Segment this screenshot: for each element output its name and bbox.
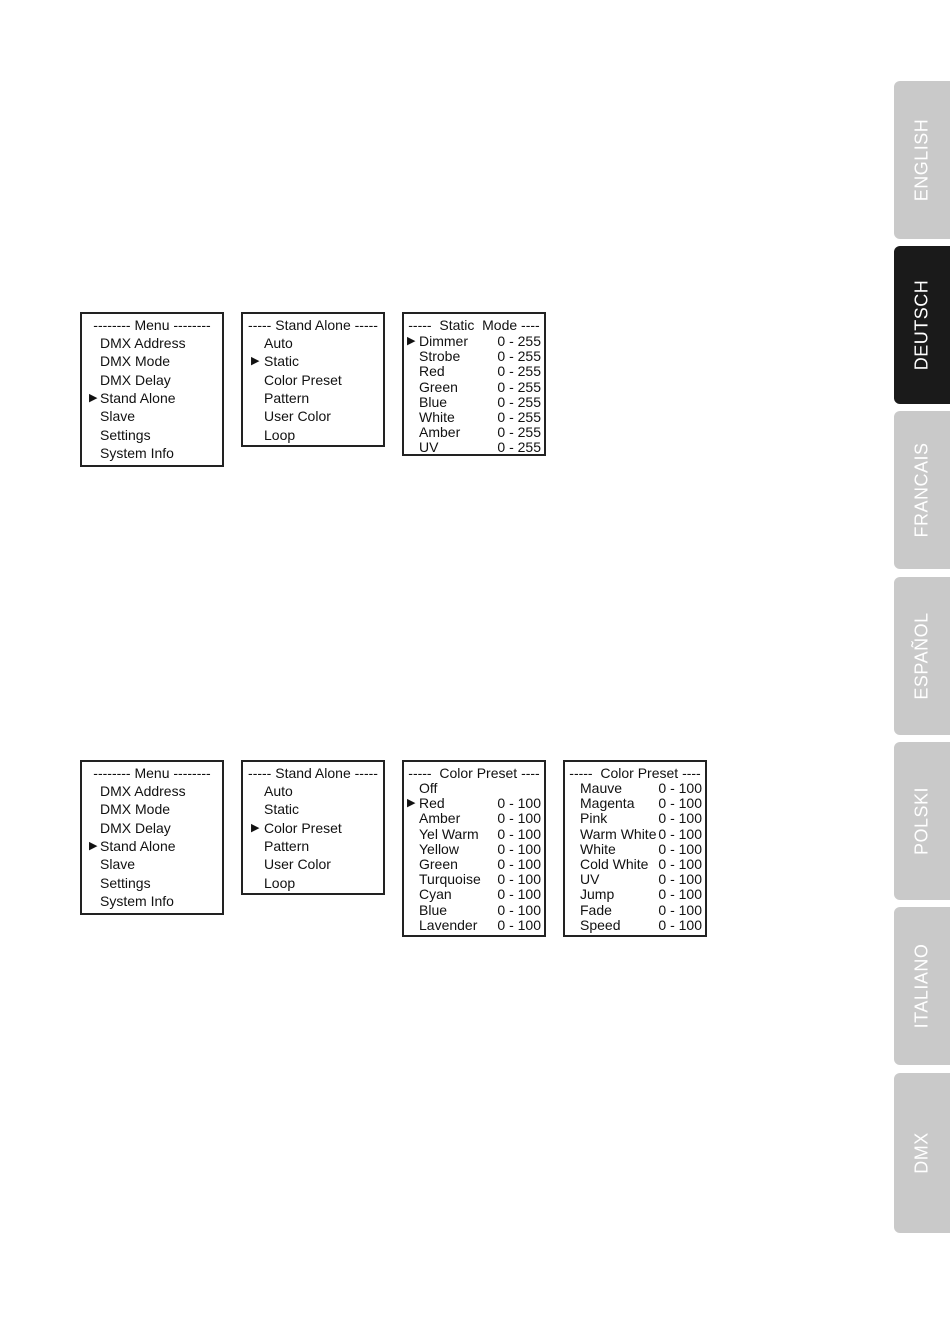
- tab-espanol-label: ESPAÑOL: [911, 612, 932, 700]
- menu-item-label: Green: [419, 378, 458, 395]
- value-range: 0 - 100: [658, 825, 702, 842]
- menu-item-label: Stand Alone: [100, 389, 176, 406]
- menu-item[interactable]: [243, 875, 383, 891]
- stand-alone-header: ----- Stand Alone -----: [248, 765, 378, 781]
- tab-deutsch[interactable]: [894, 246, 950, 404]
- menu-item[interactable]: [82, 838, 222, 854]
- menu-item-label: Slave: [100, 408, 136, 425]
- menu-item[interactable]: [82, 801, 222, 817]
- menu-item[interactable]: [82, 783, 222, 799]
- menu-item-label: Blue: [419, 901, 448, 918]
- menu-item[interactable]: [565, 886, 705, 902]
- menu-item-label: Lavender: [419, 916, 478, 933]
- selection-arrow-icon: ▶: [89, 839, 98, 852]
- menu-item-label: Pattern: [264, 389, 310, 406]
- menu-item[interactable]: [565, 795, 705, 811]
- menu-item-label: Warm White: [580, 825, 657, 842]
- menu-item[interactable]: [82, 427, 222, 443]
- value-range: 0 - 100: [658, 795, 702, 812]
- menu-item[interactable]: [404, 810, 544, 826]
- menu-item[interactable]: [82, 372, 222, 388]
- value-range: 0 - 100: [658, 780, 702, 796]
- menu-item-label: Stand Alone: [100, 837, 176, 854]
- value-range: 0 - 100: [658, 840, 702, 857]
- value-range: 0 - 255: [497, 393, 541, 410]
- menu-item-label: Dimmer: [419, 333, 468, 349]
- value-range: 0 - 255: [497, 363, 541, 380]
- menu-item[interactable]: [243, 820, 383, 836]
- menu-box-1: [80, 312, 224, 467]
- value-range: 0 - 100: [497, 840, 541, 857]
- menu-item-label: DMX Address: [100, 335, 186, 351]
- value-range: 0 - 100: [658, 810, 702, 827]
- menu-item-label: UV: [580, 871, 600, 888]
- menu-item-label: Speed: [580, 916, 621, 933]
- menu-item[interactable]: [243, 801, 383, 817]
- tab-espanol[interactable]: [894, 577, 950, 735]
- menu-item-label: DMX Delay: [100, 819, 171, 836]
- menu-item[interactable]: [82, 445, 222, 461]
- menu-item[interactable]: [243, 408, 383, 424]
- menu-item-label: DMX Address: [100, 783, 186, 799]
- selection-arrow-icon: ▶: [89, 391, 98, 404]
- menu-item-label: Cyan: [419, 886, 452, 903]
- menu-item-label: DMX Delay: [100, 371, 171, 388]
- value-range: 0 - 255: [497, 333, 541, 349]
- menu-header: -------- Menu --------: [93, 317, 211, 333]
- menu-item-label: Red: [419, 795, 445, 812]
- menu-item-label: Off: [419, 780, 438, 796]
- value-range: 0 - 100: [658, 886, 702, 903]
- stand-alone-box-1: [241, 312, 385, 447]
- menu-item[interactable]: [404, 409, 544, 425]
- menu-item[interactable]: [404, 424, 544, 440]
- value-range: 0 - 255: [497, 409, 541, 425]
- menu-item[interactable]: [404, 333, 544, 349]
- value-range: 0 - 255: [497, 439, 541, 456]
- tab-polski-label: POLSKI: [911, 786, 932, 856]
- menu-item[interactable]: [243, 427, 383, 443]
- tab-deutsch-label: DEUTSCH: [911, 279, 932, 371]
- menu-item-label: Pattern: [264, 837, 310, 854]
- menu-header: -------- Menu --------: [93, 765, 211, 781]
- menu-item[interactable]: [565, 871, 705, 887]
- menu-item[interactable]: [404, 871, 544, 887]
- value-range: 0 - 100: [497, 916, 541, 933]
- menu-item[interactable]: [565, 780, 705, 796]
- value-range: 0 - 100: [497, 901, 541, 918]
- menu-item-label: Green: [419, 856, 458, 872]
- menu-item-label: UV: [419, 439, 439, 456]
- value-range: 0 - 100: [658, 901, 702, 918]
- menu-item[interactable]: [404, 439, 544, 455]
- menu-item-label: User Color: [264, 408, 331, 425]
- menu-item-label: Auto: [264, 335, 293, 351]
- color-preset-box-1: [402, 760, 546, 937]
- tab-italiano[interactable]: [894, 907, 950, 1065]
- menu-item-label: Slave: [100, 856, 136, 873]
- value-range: 0 - 100: [658, 916, 702, 933]
- value-range: 0 - 100: [497, 856, 541, 872]
- menu-item-label: Loop: [264, 426, 296, 443]
- menu-item-label: White: [419, 409, 455, 425]
- selection-arrow-icon: ▶: [407, 797, 416, 810]
- static-mode-box: [402, 312, 546, 456]
- tab-english-label: ENGLISH: [911, 118, 932, 202]
- menu-item[interactable]: [404, 379, 544, 395]
- menu-item[interactable]: [82, 856, 222, 872]
- tab-italiano-label: ITALIANO: [911, 943, 932, 1029]
- menu-item[interactable]: [243, 335, 383, 351]
- value-range: 0 - 100: [497, 810, 541, 827]
- menu-item-label: Loop: [264, 874, 296, 891]
- menu-item[interactable]: [404, 856, 544, 872]
- menu-item-label: Magenta: [580, 795, 635, 812]
- menu-item[interactable]: [243, 783, 383, 799]
- tab-francais-label: FRANCAIS: [911, 442, 932, 538]
- menu-item[interactable]: [82, 390, 222, 406]
- menu-item-label: Static: [264, 353, 300, 370]
- menu-item[interactable]: [404, 348, 544, 364]
- menu-item-label: User Color: [264, 856, 331, 873]
- menu-item-label: Amber: [419, 810, 461, 827]
- value-range: 0 - 255: [497, 378, 541, 395]
- menu-item[interactable]: [82, 893, 222, 909]
- value-range: 0 - 100: [497, 795, 541, 812]
- menu-item-label: Settings: [100, 874, 151, 891]
- menu-item[interactable]: [404, 917, 544, 933]
- tab-dmx[interactable]: [894, 1073, 950, 1233]
- menu-item[interactable]: [404, 394, 544, 410]
- menu-item[interactable]: [404, 780, 544, 796]
- value-range: 0 - 255: [497, 424, 541, 441]
- menu-item-label: Yellow: [419, 840, 459, 857]
- static-mode-header: ----- Static Mode ----: [408, 317, 540, 333]
- menu-item[interactable]: [82, 875, 222, 891]
- menu-item[interactable]: [82, 408, 222, 424]
- menu-item[interactable]: [565, 917, 705, 933]
- menu-item-label: Strobe: [419, 348, 461, 365]
- menu-item-label: Color Preset: [264, 371, 342, 388]
- color-preset-header: ----- Color Preset ----: [408, 765, 540, 781]
- menu-item[interactable]: [565, 810, 705, 826]
- menu-item-label: Red: [419, 363, 445, 380]
- menu-item-label: Jump: [580, 886, 615, 903]
- tab-polski[interactable]: [894, 742, 950, 900]
- menu-item-label: System Info: [100, 444, 174, 461]
- selection-arrow-icon: ▶: [251, 821, 260, 834]
- menu-item[interactable]: [243, 390, 383, 406]
- value-range: 0 - 100: [497, 886, 541, 903]
- menu-item-label: Amber: [419, 424, 461, 441]
- menu-item[interactable]: [243, 838, 383, 854]
- menu-item[interactable]: [565, 902, 705, 918]
- value-range: 0 - 100: [658, 871, 702, 888]
- menu-item[interactable]: [404, 826, 544, 842]
- menu-item-label: Mauve: [580, 780, 623, 796]
- menu-item[interactable]: [404, 363, 544, 379]
- menu-item[interactable]: [404, 841, 544, 857]
- menu-item[interactable]: [565, 856, 705, 872]
- menu-item[interactable]: [565, 841, 705, 857]
- menu-item-label: White: [580, 840, 616, 857]
- menu-item[interactable]: [243, 856, 383, 872]
- menu-item[interactable]: [404, 795, 544, 811]
- menu-item[interactable]: [82, 335, 222, 351]
- menu-item-label: DMX Mode: [100, 353, 171, 370]
- color-preset-box-2: [563, 760, 707, 937]
- menu-item-label: Cold White: [580, 856, 649, 872]
- menu-item-label: System Info: [100, 892, 174, 909]
- menu-item[interactable]: [565, 826, 705, 842]
- value-range: 0 - 255: [497, 348, 541, 365]
- menu-item[interactable]: [82, 820, 222, 836]
- menu-item-label: Static: [264, 801, 300, 818]
- value-range: 0 - 100: [497, 825, 541, 842]
- menu-item-label: Color Preset: [264, 819, 342, 836]
- menu-item[interactable]: [82, 353, 222, 369]
- menu-item-label: Blue: [419, 393, 448, 410]
- menu-item-label: DMX Mode: [100, 801, 171, 818]
- value-range: 0 - 100: [658, 856, 702, 872]
- tab-francais[interactable]: [894, 411, 950, 569]
- menu-item[interactable]: [243, 353, 383, 369]
- value-range: 0 - 100: [497, 871, 541, 888]
- selection-arrow-icon: ▶: [407, 335, 416, 347]
- menu-item-label: Pink: [580, 810, 608, 827]
- stand-alone-header: ----- Stand Alone -----: [248, 317, 378, 333]
- menu-item-label: Fade: [580, 901, 612, 918]
- menu-item[interactable]: [404, 902, 544, 918]
- menu-box-2: [80, 760, 224, 915]
- menu-item-label: Turquoise: [419, 871, 481, 888]
- tab-dmx-label: DMX: [911, 1132, 932, 1174]
- selection-arrow-icon: ▶: [251, 355, 260, 368]
- menu-item[interactable]: [404, 886, 544, 902]
- menu-item-label: Settings: [100, 426, 151, 443]
- menu-item-label: Yel Warm: [419, 825, 479, 842]
- tab-english[interactable]: [894, 81, 950, 239]
- menu-item[interactable]: [243, 372, 383, 388]
- menu-item-label: Auto: [264, 783, 293, 799]
- color-preset-header: ----- Color Preset ----: [569, 765, 701, 781]
- stand-alone-box-2: [241, 760, 385, 895]
